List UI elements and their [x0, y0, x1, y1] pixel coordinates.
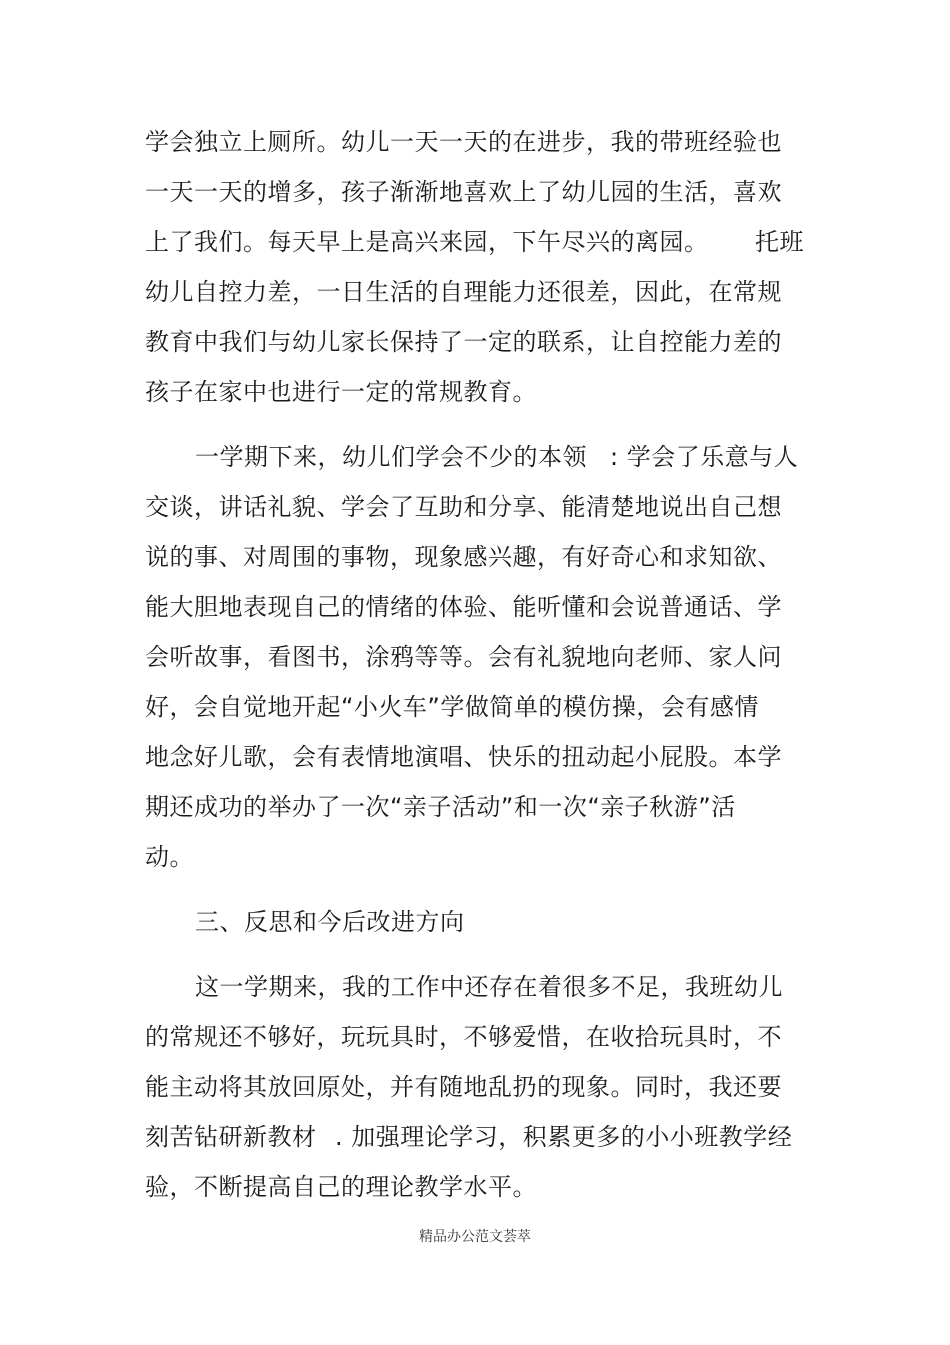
text-line: 验，不断提高自己的理论教学水平。: [145, 1173, 537, 1201]
text-line: 上了我们。每天早上是高兴来园，下午尽兴的离园。: [145, 228, 709, 256]
text-line: : 学会了乐意与人: [610, 443, 799, 471]
text-line: 这一学期来，我的工作中还存在着很多不足，我班幼儿: [195, 973, 783, 1001]
page-footer: 精品办公范文荟萃: [419, 1229, 531, 1245]
text-line: 学会独立上厕所。幼儿一天一天的在进步，我的带班经验也: [145, 128, 782, 156]
text-line: 的常规还不够好，玩玩具时，不够爱惜，在收拾玩具时，不: [145, 1023, 782, 1051]
text-line: 期还成功的举办了一次“亲子活动”和一次“亲子秋游”活: [145, 793, 736, 821]
text-line: 动。: [145, 843, 194, 871]
text-line: 地念好儿歌，会有表情地演唱、快乐的扭动起小屁股。本学: [145, 743, 782, 771]
text-line: 能主动将其放回原处，并有随地乱扔的现象。同时，我还要: [145, 1073, 782, 1101]
text-line: 一学期下来，幼儿们学会不少的本领: [195, 443, 587, 471]
text-line: 交谈，讲话礼貌、学会了互助和分享、能清楚地说出自己想: [145, 493, 782, 521]
text-line: 好，会自觉地开起“小火车”学做简单的模仿操，会有感情: [145, 693, 759, 721]
section-heading: 三、反思和今后改进方向: [195, 908, 465, 936]
text-line: 一天一天的增多，孩子渐渐地喜欢上了幼儿园的生活，喜欢: [145, 178, 782, 206]
text-line: 幼儿自控力差，一日生活的自理能力还很差，因此，在常规: [145, 278, 782, 306]
text-line: 刻苦钻研新教材: [145, 1123, 317, 1151]
text-line: 孩子在家中也进行一定的常规教育。: [145, 378, 537, 406]
text-line: 会听故事，看图书，涂鸦等等。会有礼貌地向老师、家人问: [145, 643, 782, 671]
text-line: 托班: [755, 228, 804, 256]
text-line: . 加强理论学习，积累更多的小小班教学经: [335, 1123, 793, 1151]
text-line: 教育中我们与幼儿家长保持了一定的联系，让自控能力差的: [145, 328, 782, 356]
text-line: 说的事、对周围的事物，现象感兴趣，有好奇心和求知欲、: [145, 543, 782, 571]
text-line: 能大胆地表现自己的情绪的体验、能听懂和会说普通话、学: [145, 593, 782, 621]
